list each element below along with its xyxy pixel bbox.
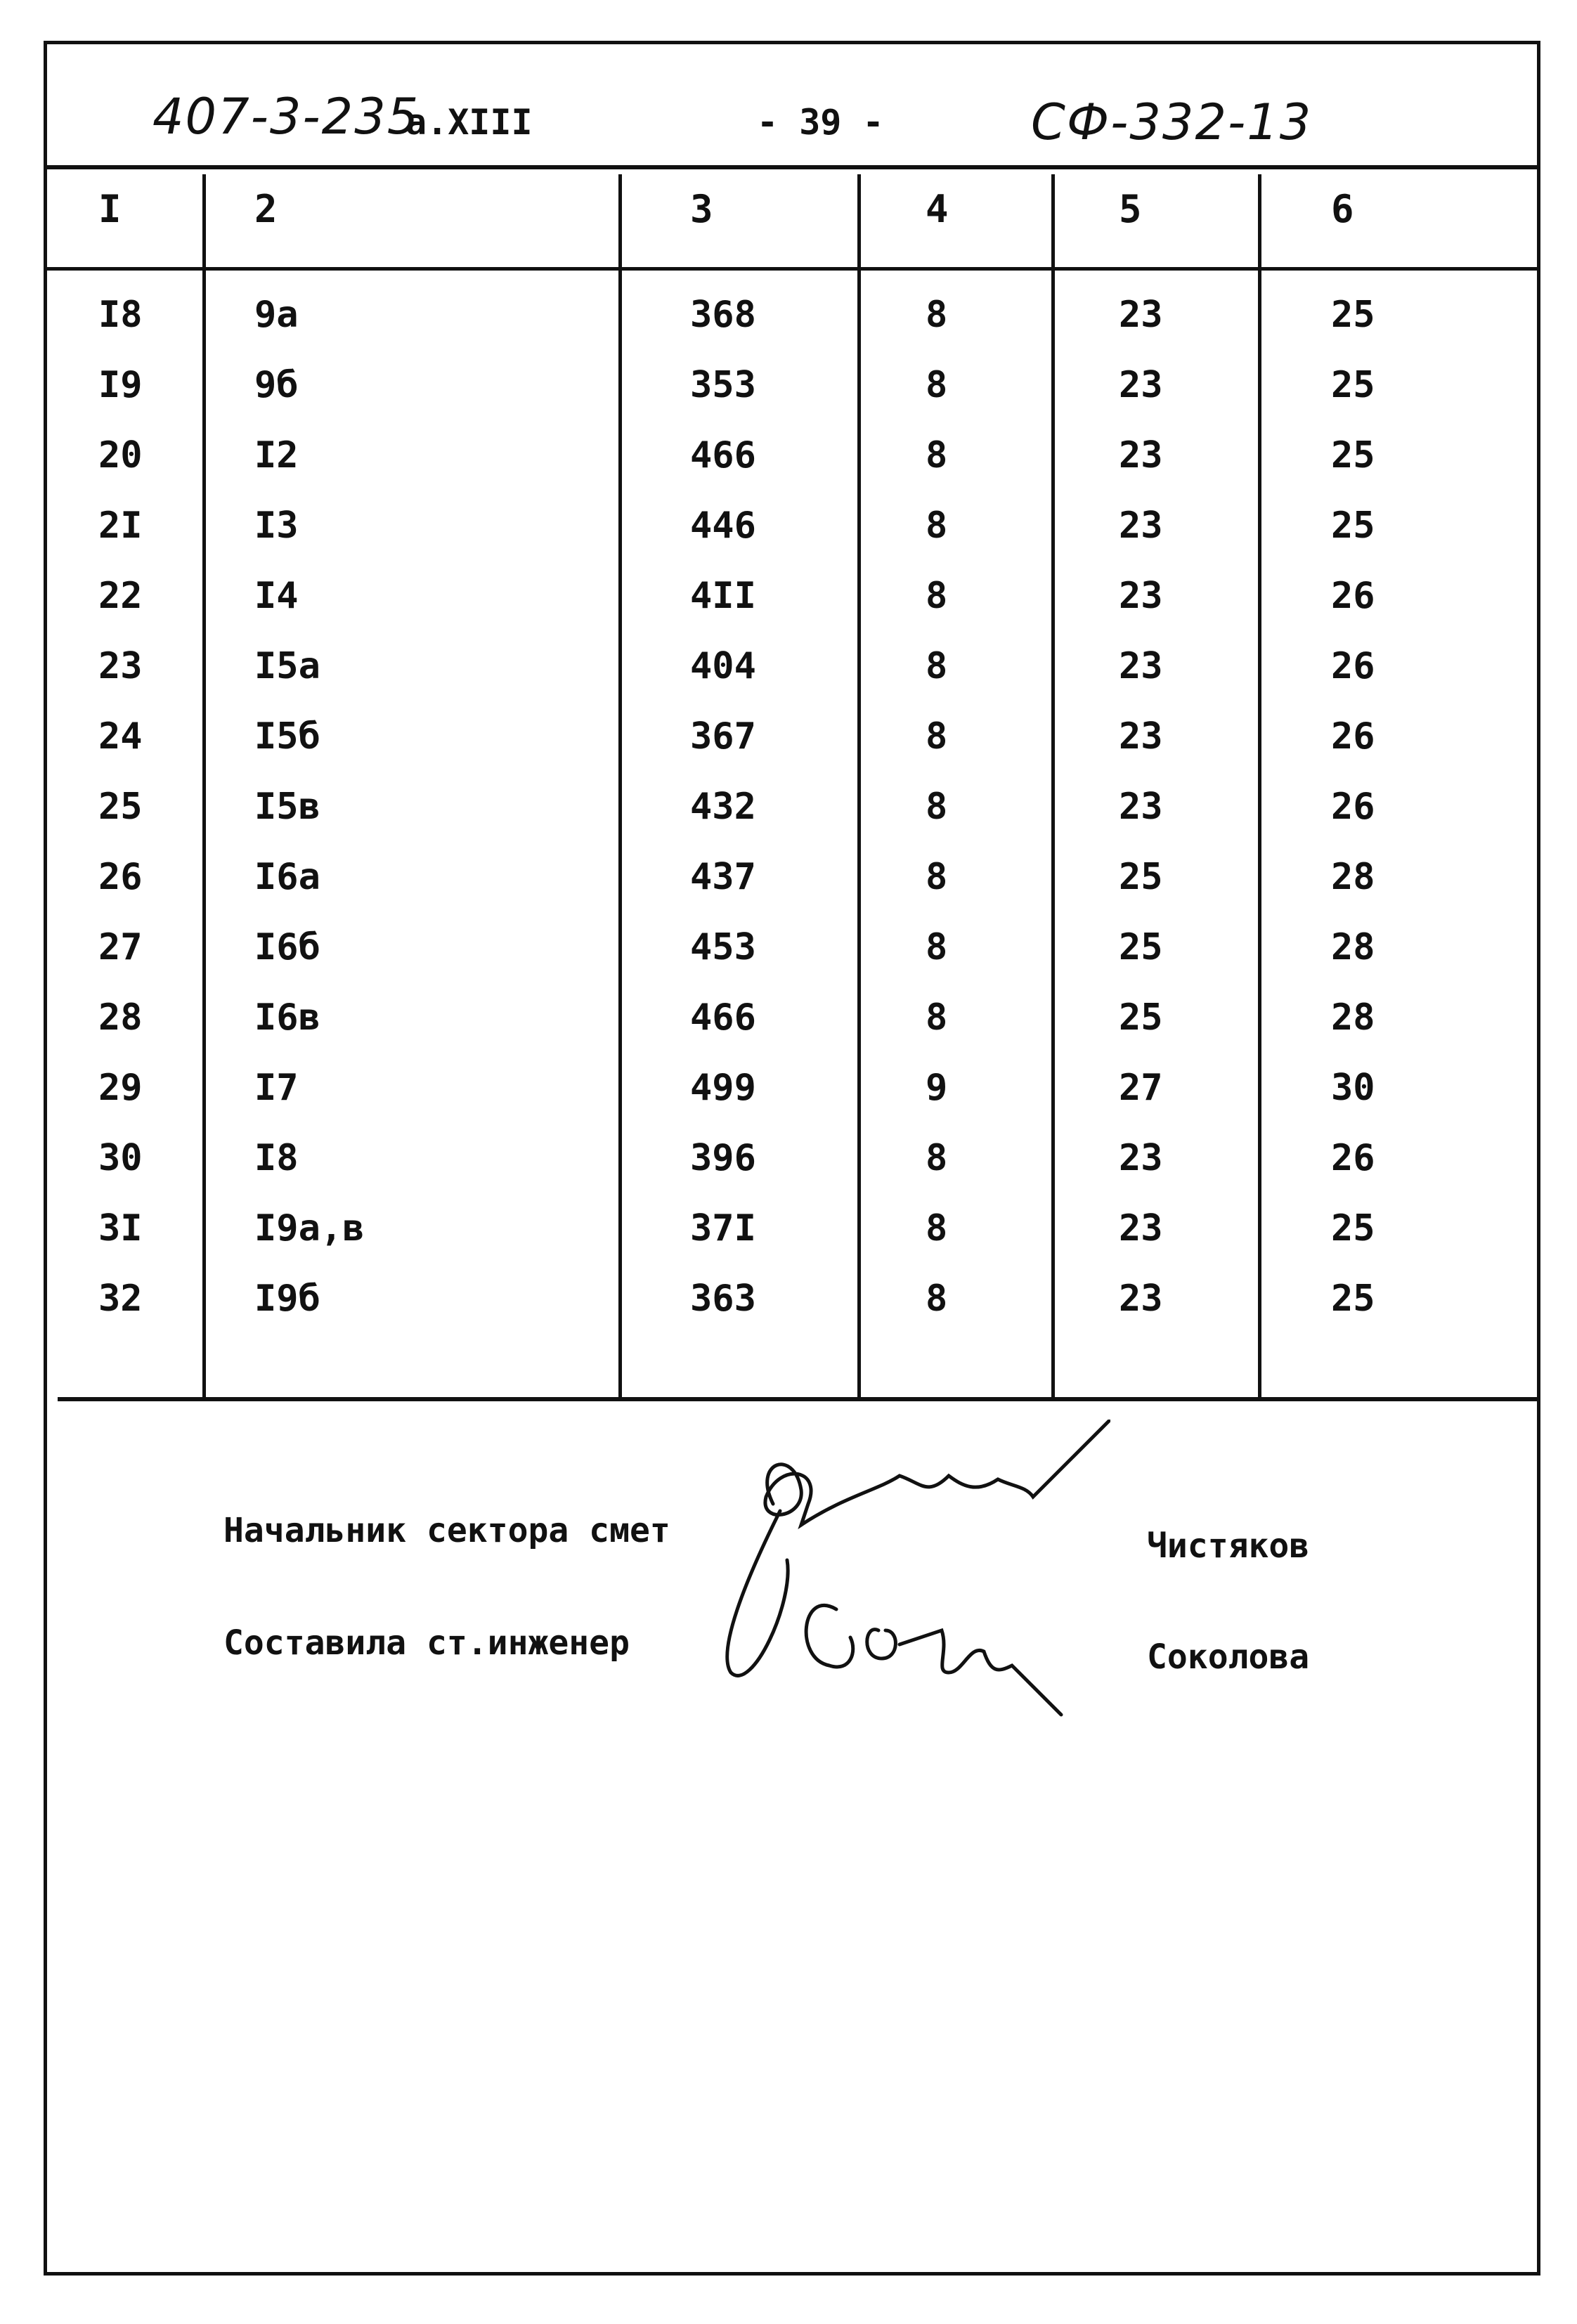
table-cell: 26 <box>1331 786 1375 828</box>
table-cell: 25 <box>98 786 143 828</box>
table-cell: 32 <box>98 1278 143 1320</box>
table-cell: 363 <box>690 1278 756 1320</box>
table-cell: 23 <box>1119 294 1163 336</box>
table-cell: 8 <box>926 1278 948 1320</box>
table-cell: I2 <box>254 434 299 476</box>
table-cell: 9б <box>254 364 299 406</box>
data-table <box>44 41 1540 2276</box>
table-cell: 20 <box>98 434 143 476</box>
table-cell: 23 <box>98 645 143 687</box>
table-cell: 8 <box>926 997 948 1039</box>
album-number: а.XIII <box>405 102 533 143</box>
table-cell: 27 <box>1119 1067 1163 1109</box>
table-cell: 25 <box>1119 856 1163 898</box>
page-number: - 39 - <box>757 102 884 143</box>
table-cell: 23 <box>1119 786 1163 828</box>
table-cell: 24 <box>98 715 143 758</box>
column-divider <box>1258 174 1261 1401</box>
column-header: 6 <box>1331 187 1354 231</box>
table-cell: 8 <box>926 1207 948 1249</box>
table-cell: 4II <box>690 575 756 617</box>
table-cell: 25 <box>1331 364 1375 406</box>
table-cell: 26 <box>1331 1137 1375 1179</box>
table-cell: I7 <box>254 1067 299 1109</box>
table-cell: 353 <box>690 364 756 406</box>
table-cell: I8 <box>98 294 143 336</box>
table-cell: 8 <box>926 856 948 898</box>
table-cell: 22 <box>98 575 143 617</box>
column-header: I <box>98 187 122 231</box>
table-cell: 28 <box>1331 926 1375 968</box>
table-cell: 37I <box>690 1207 756 1249</box>
column-header: 3 <box>690 187 713 231</box>
table-cell: 8 <box>926 786 948 828</box>
table-cell: 368 <box>690 294 756 336</box>
table-cell: 8 <box>926 294 948 336</box>
table-cell: 23 <box>1119 364 1163 406</box>
table-cell: 28 <box>1331 997 1375 1039</box>
table-cell: I9а,в <box>254 1207 365 1249</box>
table-cell: I9 <box>98 364 143 406</box>
table-cell: 437 <box>690 856 756 898</box>
table-cell: 30 <box>98 1137 143 1179</box>
table-cell: 8 <box>926 364 948 406</box>
table-cell: I5а <box>254 645 320 687</box>
table-cell: 453 <box>690 926 756 968</box>
table-cell: 23 <box>1119 575 1163 617</box>
table-cell: 8 <box>926 715 948 758</box>
table-cell: 25 <box>1119 926 1163 968</box>
table-cell: I4 <box>254 575 299 617</box>
table-bottom-rule <box>58 1397 1540 1401</box>
engineer-name: Соколова <box>1147 1637 1310 1677</box>
table-cell: 466 <box>690 434 756 476</box>
table-cell: 8 <box>926 1137 948 1179</box>
table-cell: 26 <box>1331 715 1375 758</box>
column-divider <box>618 174 622 1401</box>
column-divider <box>857 174 861 1401</box>
table-cell: 8 <box>926 575 948 617</box>
table-cell: I5б <box>254 715 320 758</box>
table-cell: 432 <box>690 786 756 828</box>
column-divider <box>202 174 206 1401</box>
table-cell: 29 <box>98 1067 143 1109</box>
table-cell: I3 <box>254 505 299 547</box>
table-cell: 26 <box>1331 575 1375 617</box>
table-cell: 23 <box>1119 1137 1163 1179</box>
table-cell: 30 <box>1331 1067 1375 1109</box>
table-cell: 23 <box>1119 1278 1163 1320</box>
table-cell: 446 <box>690 505 756 547</box>
table-cell: 9а <box>254 294 299 336</box>
chief-name: Чистяков <box>1147 1526 1310 1566</box>
header-rule <box>44 267 1540 271</box>
column-header: 2 <box>254 187 278 231</box>
table-cell: 28 <box>98 997 143 1039</box>
table-cell: 8 <box>926 645 948 687</box>
table-cell: 3I <box>98 1207 143 1249</box>
engineer-title: Составила ст.инженер <box>223 1623 630 1663</box>
chief-title: Начальник сектора смет <box>223 1511 670 1550</box>
column-divider <box>1051 174 1055 1401</box>
table-cell: 25 <box>1331 505 1375 547</box>
table-cell: I6в <box>254 997 320 1039</box>
table-cell: 25 <box>1331 294 1375 336</box>
table-cell: 8 <box>926 434 948 476</box>
column-header: 4 <box>926 187 949 231</box>
table-cell: 499 <box>690 1067 756 1109</box>
table-cell: 25 <box>1331 1207 1375 1249</box>
table-cell: 25 <box>1331 1278 1375 1320</box>
table-cell: 26 <box>98 856 143 898</box>
table-cell: 9 <box>926 1067 948 1109</box>
table-cell: 466 <box>690 997 756 1039</box>
table-cell: 367 <box>690 715 756 758</box>
table-cell: I8 <box>254 1137 299 1179</box>
document-code: 407-3-235 <box>152 88 420 145</box>
table-cell: 8 <box>926 926 948 968</box>
sheet-code: СФ-332-13 <box>1031 93 1313 151</box>
table-cell: 2I <box>98 505 143 547</box>
table-cell: I9б <box>254 1278 320 1320</box>
table-cell: 25 <box>1331 434 1375 476</box>
table-cell: 23 <box>1119 645 1163 687</box>
table-cell: I6а <box>254 856 320 898</box>
table-cell: 25 <box>1119 997 1163 1039</box>
table-cell: 23 <box>1119 434 1163 476</box>
table-cell: 23 <box>1119 505 1163 547</box>
handwritten-signatures <box>717 1420 1110 1771</box>
table-cell: 404 <box>690 645 756 687</box>
table-cell: 8 <box>926 505 948 547</box>
table-cell: 27 <box>98 926 143 968</box>
table-cell: 28 <box>1331 856 1375 898</box>
table-cell: 396 <box>690 1137 756 1179</box>
table-cell: 23 <box>1119 1207 1163 1249</box>
table-cell: I6б <box>254 926 320 968</box>
column-header: 5 <box>1119 187 1142 231</box>
table-cell: 26 <box>1331 645 1375 687</box>
table-cell: I5в <box>254 786 320 828</box>
table-cell: 23 <box>1119 715 1163 758</box>
